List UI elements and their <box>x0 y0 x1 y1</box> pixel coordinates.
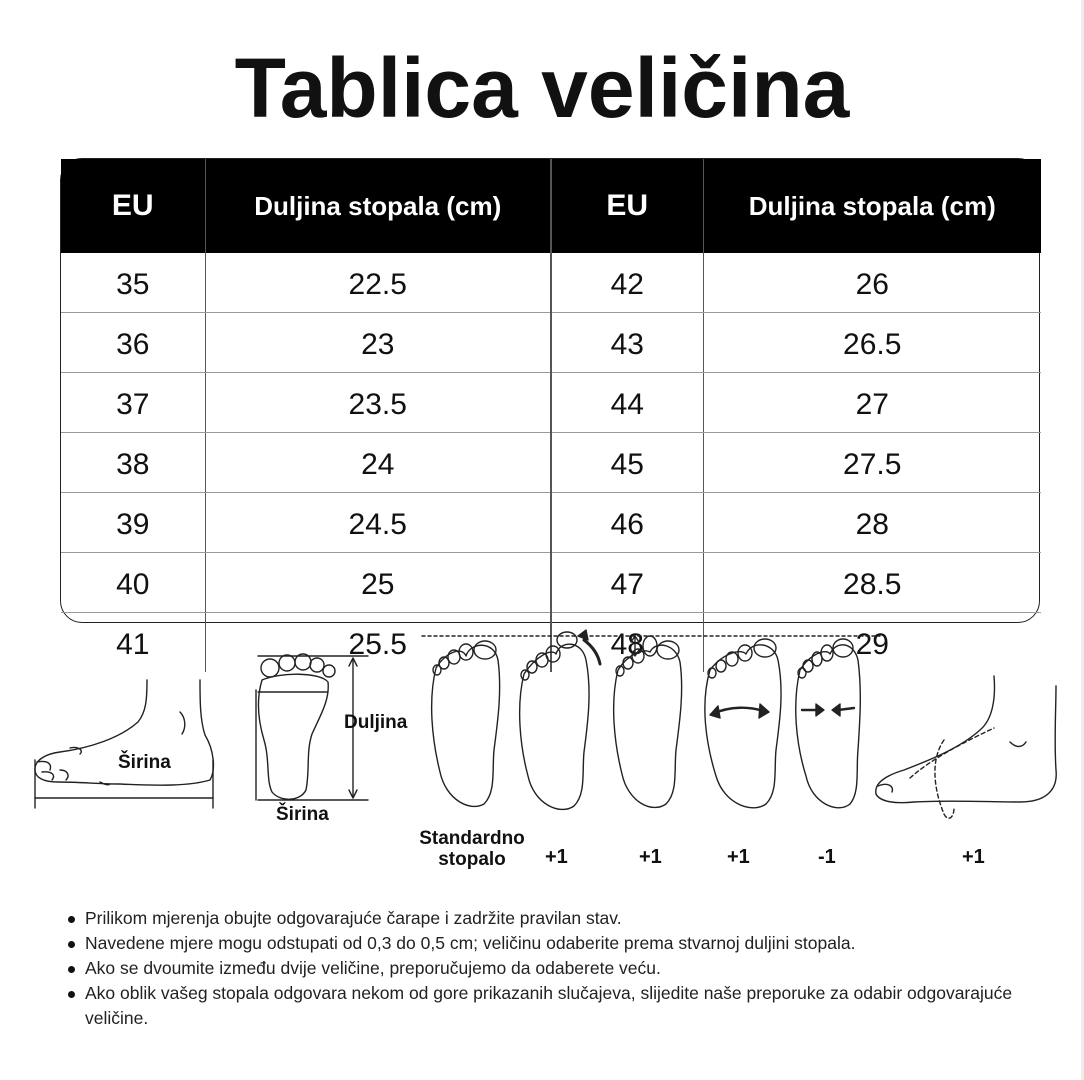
table-row <box>61 253 1041 313</box>
table-row <box>61 493 1041 553</box>
standard-foot-label: Standardno stopalo <box>419 828 525 870</box>
note-item: Ako oblik vašeg stopala odgovara nekom od gore prikazanih slučajeva, slijedite naše preporuke za odabir odgovarajuće veličine. <box>62 981 1052 1031</box>
adjustment-label: +1 <box>727 846 750 868</box>
long-second-toe-foot-icon <box>614 636 682 807</box>
eu-size-cell: 42 <box>551 253 703 313</box>
foot-length-cell: 24 <box>205 433 551 493</box>
header-foot-length-2: Duljina stopala (cm) <box>703 159 1041 253</box>
adjustment-label: +1 <box>962 846 985 868</box>
table-header-row <box>61 159 1041 253</box>
eu-size-cell: 45 <box>551 433 703 493</box>
note-item: Navedene mjere mogu odstupati od 0,3 do 0,5 cm; veličinu odaberite prema stvarnoj duljini stopala. <box>62 931 1052 956</box>
header-foot-length-1: Duljina stopala (cm) <box>205 159 551 253</box>
foot-length-cell: 22.5 <box>205 253 551 313</box>
narrow-foot-icon <box>796 639 861 808</box>
eu-size-cell: 48 <box>551 613 703 673</box>
foot-length-cell: 25.5 <box>205 613 551 673</box>
note-item: Ako se dvoumite između dvije veličine, preporučujemo da odaberete veću. <box>62 956 1052 981</box>
note-item: Prilikom mjerenja obujte odgovarajuće čarape i zadržite pravilan stav. <box>62 906 1052 931</box>
wide-foot-icon <box>705 639 781 808</box>
adjustment-label: +1 <box>545 846 568 868</box>
table-row <box>61 553 1041 613</box>
standard-foot-icon <box>432 641 500 806</box>
side-foot-icon <box>35 680 213 808</box>
page-title: Tablica veličina <box>234 41 850 135</box>
foot-length-cell: 26 <box>703 253 1041 313</box>
size-chart-table <box>60 158 1040 661</box>
table-row <box>61 373 1041 433</box>
adjustment-label: +1 <box>639 846 662 868</box>
measurement-notes-list <box>62 906 1052 1031</box>
eu-size-cell: 39 <box>61 493 205 553</box>
header-eu-2: EU <box>551 159 703 253</box>
foot-length-cell: 28.5 <box>703 553 1041 613</box>
foot-length-cell: 27.5 <box>703 433 1041 493</box>
sole-length-label: Duljina <box>344 712 408 733</box>
eu-size-cell: 46 <box>551 493 703 553</box>
foot-length-cell: 23.5 <box>205 373 551 433</box>
high-instep-foot-icon <box>876 676 1056 818</box>
eu-size-cell: 44 <box>551 373 703 433</box>
eu-size-cell: 37 <box>61 373 205 433</box>
header-eu-1: EU <box>61 159 205 253</box>
foot-length-cell: 23 <box>205 313 551 373</box>
table-row <box>61 313 1041 373</box>
eu-size-cell: 47 <box>551 553 703 613</box>
table-row <box>61 433 1041 493</box>
eu-size-cell: 35 <box>61 253 205 313</box>
foot-length-cell: 27 <box>703 373 1041 433</box>
eu-size-cell: 36 <box>61 313 205 373</box>
big-toe-bent-foot-icon <box>520 630 600 809</box>
foot-length-cell: 24.5 <box>205 493 551 553</box>
eu-size-cell: 43 <box>551 313 703 373</box>
foot-length-cell: 26.5 <box>703 313 1041 373</box>
foot-length-cell: 29 <box>855 628 889 661</box>
sole-width-label: Širina <box>276 804 329 825</box>
foot-length-cell: 25 <box>205 553 551 613</box>
eu-size-cell: 40 <box>61 553 205 613</box>
foot-length-cell: 28 <box>703 493 1041 553</box>
adjustment-label: -1 <box>818 846 836 868</box>
eu-size-cell: 38 <box>61 433 205 493</box>
side-foot-width-label: Širina <box>118 752 171 773</box>
eu-size-cell: 41 <box>61 613 205 673</box>
